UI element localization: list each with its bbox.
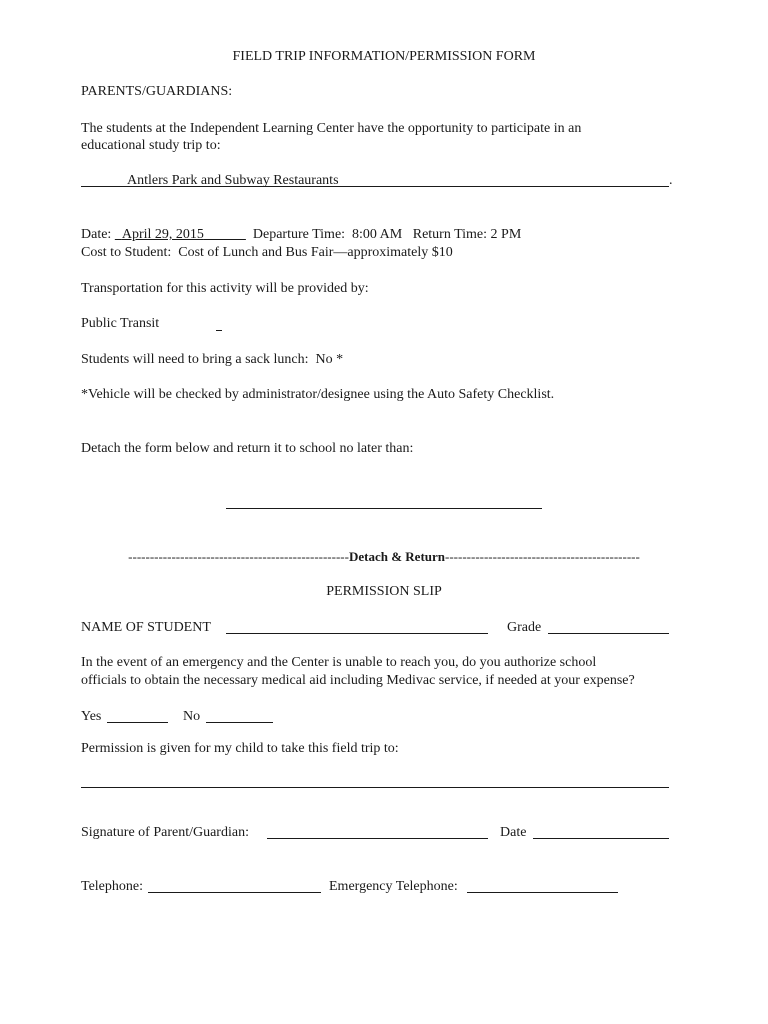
telephone-label: Telephone: — [81, 879, 143, 894]
yes-field[interactable] — [107, 722, 168, 723]
date-row — [81, 226, 521, 243]
grade-label: Grade — [507, 620, 542, 635]
intro-line-2: educational study trip to: — [81, 138, 221, 153]
detach-dashes-left: --------------------------------------------------- — [128, 549, 349, 564]
return-label: Return Time: — [412, 227, 488, 242]
lunch-row — [81, 351, 343, 368]
permission-destination-field[interactable] — [81, 787, 669, 788]
student-name-label: NAME OF STUDENT — [81, 620, 211, 635]
transport-mark — [216, 330, 222, 331]
vehicle-note: *Vehicle will be checked by administrator/designee using the Auto Safety Checklist. — [81, 387, 555, 402]
signature-label: Signature of Parent/Guardian: — [81, 825, 249, 840]
departure-label: Departure Time: — [252, 227, 346, 242]
lunch-value: No * — [315, 352, 344, 367]
form-title: FIELD TRIP INFORMATION/PERMISSION FORM — [232, 49, 536, 64]
cost-value: Cost of Lunch and Bus Fair—approximately $10 — [178, 245, 453, 260]
return-value: 2 PM — [490, 227, 522, 242]
salutation: PARENTS/GUARDIANS: — [81, 84, 233, 99]
detach-instruction: Detach the form below and return it to school no later than: — [81, 441, 414, 456]
telephone-field[interactable] — [148, 892, 321, 893]
detach-dashes-right: --------------------------------------------- — [445, 549, 640, 564]
destination-value: Antlers Park and Subway Restaurants — [127, 173, 339, 188]
yes-label: Yes — [81, 709, 102, 724]
cost-row — [81, 244, 453, 261]
emergency-line-1: In the event of an emergency and the Center is unable to reach you, do you authorize school — [81, 655, 597, 670]
transport-label: Transportation for this activity will be provided by: — [81, 281, 369, 296]
transport-value: Public Transit — [81, 316, 160, 331]
permission-label: Permission is given for my child to take this field trip to: — [81, 741, 399, 756]
lunch-label: Students will need to bring a sack lunch: — [81, 352, 309, 367]
date-label: Date: — [81, 227, 112, 242]
no-field[interactable] — [206, 722, 273, 723]
date-value: April 29, 2015 — [121, 227, 204, 242]
detach-label: Detach & Return — [348, 549, 446, 564]
intro-line-1: The students at the Independent Learning Center have the opportunity to participate in an — [81, 121, 582, 136]
sig-date-field[interactable] — [533, 838, 669, 839]
sig-date-label: Date — [500, 825, 527, 840]
return-date-line[interactable] — [226, 508, 542, 509]
emergency-line-2: officials to obtain the necessary medical aid including Medivac service, if needed at your expense? — [81, 673, 635, 688]
departure-value: 8:00 AM — [352, 227, 403, 242]
cost-label: Cost to Student: — [81, 245, 172, 260]
signature-field[interactable] — [267, 838, 488, 839]
emergency-phone-field[interactable] — [467, 892, 618, 893]
detach-divider — [0, 548, 768, 565]
no-label: No — [183, 709, 201, 724]
slip-title: PERMISSION SLIP — [326, 584, 442, 599]
student-name-field[interactable] — [226, 633, 488, 634]
destination-period: . — [669, 173, 673, 188]
grade-field[interactable] — [548, 633, 669, 634]
emergency-phone-label: Emergency Telephone: — [329, 879, 458, 894]
